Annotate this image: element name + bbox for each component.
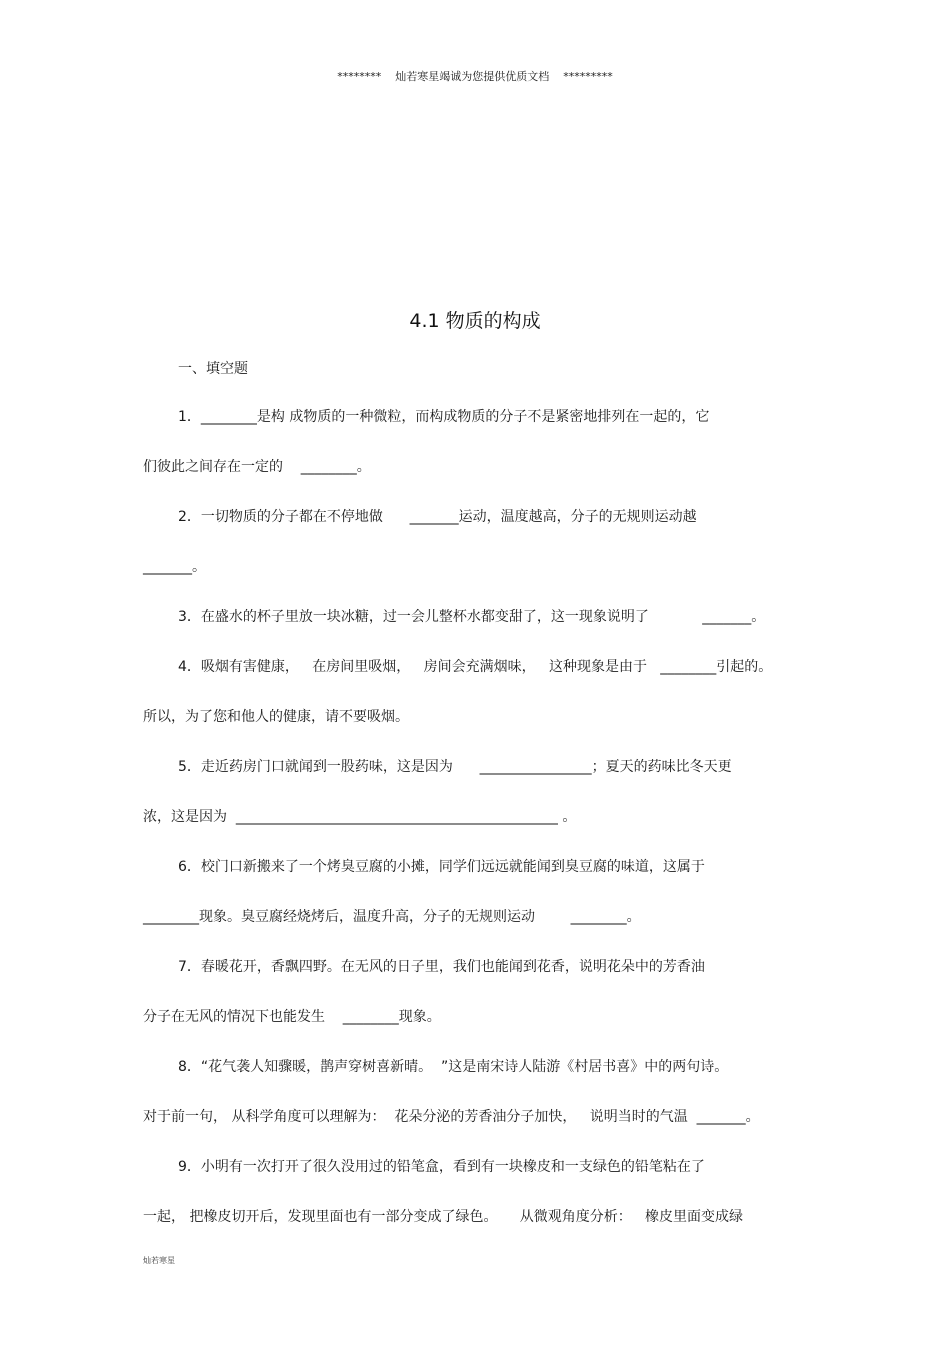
text-line: ________现象。臭豆腐经烧烤后，温度升高，分子的无规则运动 ________。 (143, 909, 641, 925)
page-header: ******** 灿若寒星竭诚为您提供优质文档 ********* (337, 70, 613, 83)
text-line: 所以，为了您和他人的健康，请不要吸烟。 (143, 709, 409, 725)
text-line: 2．一切物质的分子都在不停地做 _______运动，温度越高，分子的无规则运动越 (178, 509, 697, 525)
text-line: 9．小明有一次打开了很久没用过的铅笔盒，看到有一块橡皮和一支绿色的铅笔粘在了 (178, 1159, 705, 1175)
text-line: 一起， 把橡皮切开后，发现里面也有一部分变成了绿色。 从微观角度分析： 橡皮里面变成绿 (143, 1209, 744, 1225)
text-line: 分子在无风的情况下也能发生 ________现象。 (143, 1009, 441, 1025)
text-line: 们彼此之间存在一定的 ________。 (143, 459, 371, 475)
text-line: 3．在盛水的杯子里放一块冰糖，过一会儿整杯水都变甜了，这一现象说明了 _______。 (178, 609, 766, 625)
text-line: 4．吸烟有害健康， 在房间里吸烟， 房间会充满烟味， 这种现象是由于 ________引起的。 (178, 659, 773, 675)
page-title: 4.1 物质的构成 (409, 310, 541, 332)
text-line: _______。 (143, 559, 206, 575)
page-footer: 灿若寒星 (143, 1256, 175, 1265)
text-line: 7．春暖花开，香飘四野。在无风的日子里，我们也能闻到花香，说明花朵中的芳香油 (178, 959, 705, 975)
text-line: 8．“花气袭人知骤暖，鹊声穿树喜新晴。 ”这是南宋诗人陆游《村居书喜》中的两句诗。 (178, 1059, 729, 1075)
text-line: 浓，这是因为 ______________________________________________ 。 (143, 809, 577, 825)
text-line: 6．校门口新搬来了一个烤臭豆腐的小摊，同学们远远就能闻到臭豆腐的味道，这属于 (178, 859, 705, 875)
text-line: 5．走近药房门口就闻到一股药味，这是因为 ________________；夏天的药味比冬天更 (178, 759, 732, 775)
text-line: 1．________是构 成物质的一种微粒，而构成物质的分子不是紧密地排列在一起的，它 (178, 409, 710, 425)
text-line: 对于前一句， 从科学角度可以理解为： 花朵分泌的芳香油分子加快， 说明当时的气温 _______。 (143, 1109, 760, 1125)
section-heading: 一、填空题 (178, 361, 248, 377)
